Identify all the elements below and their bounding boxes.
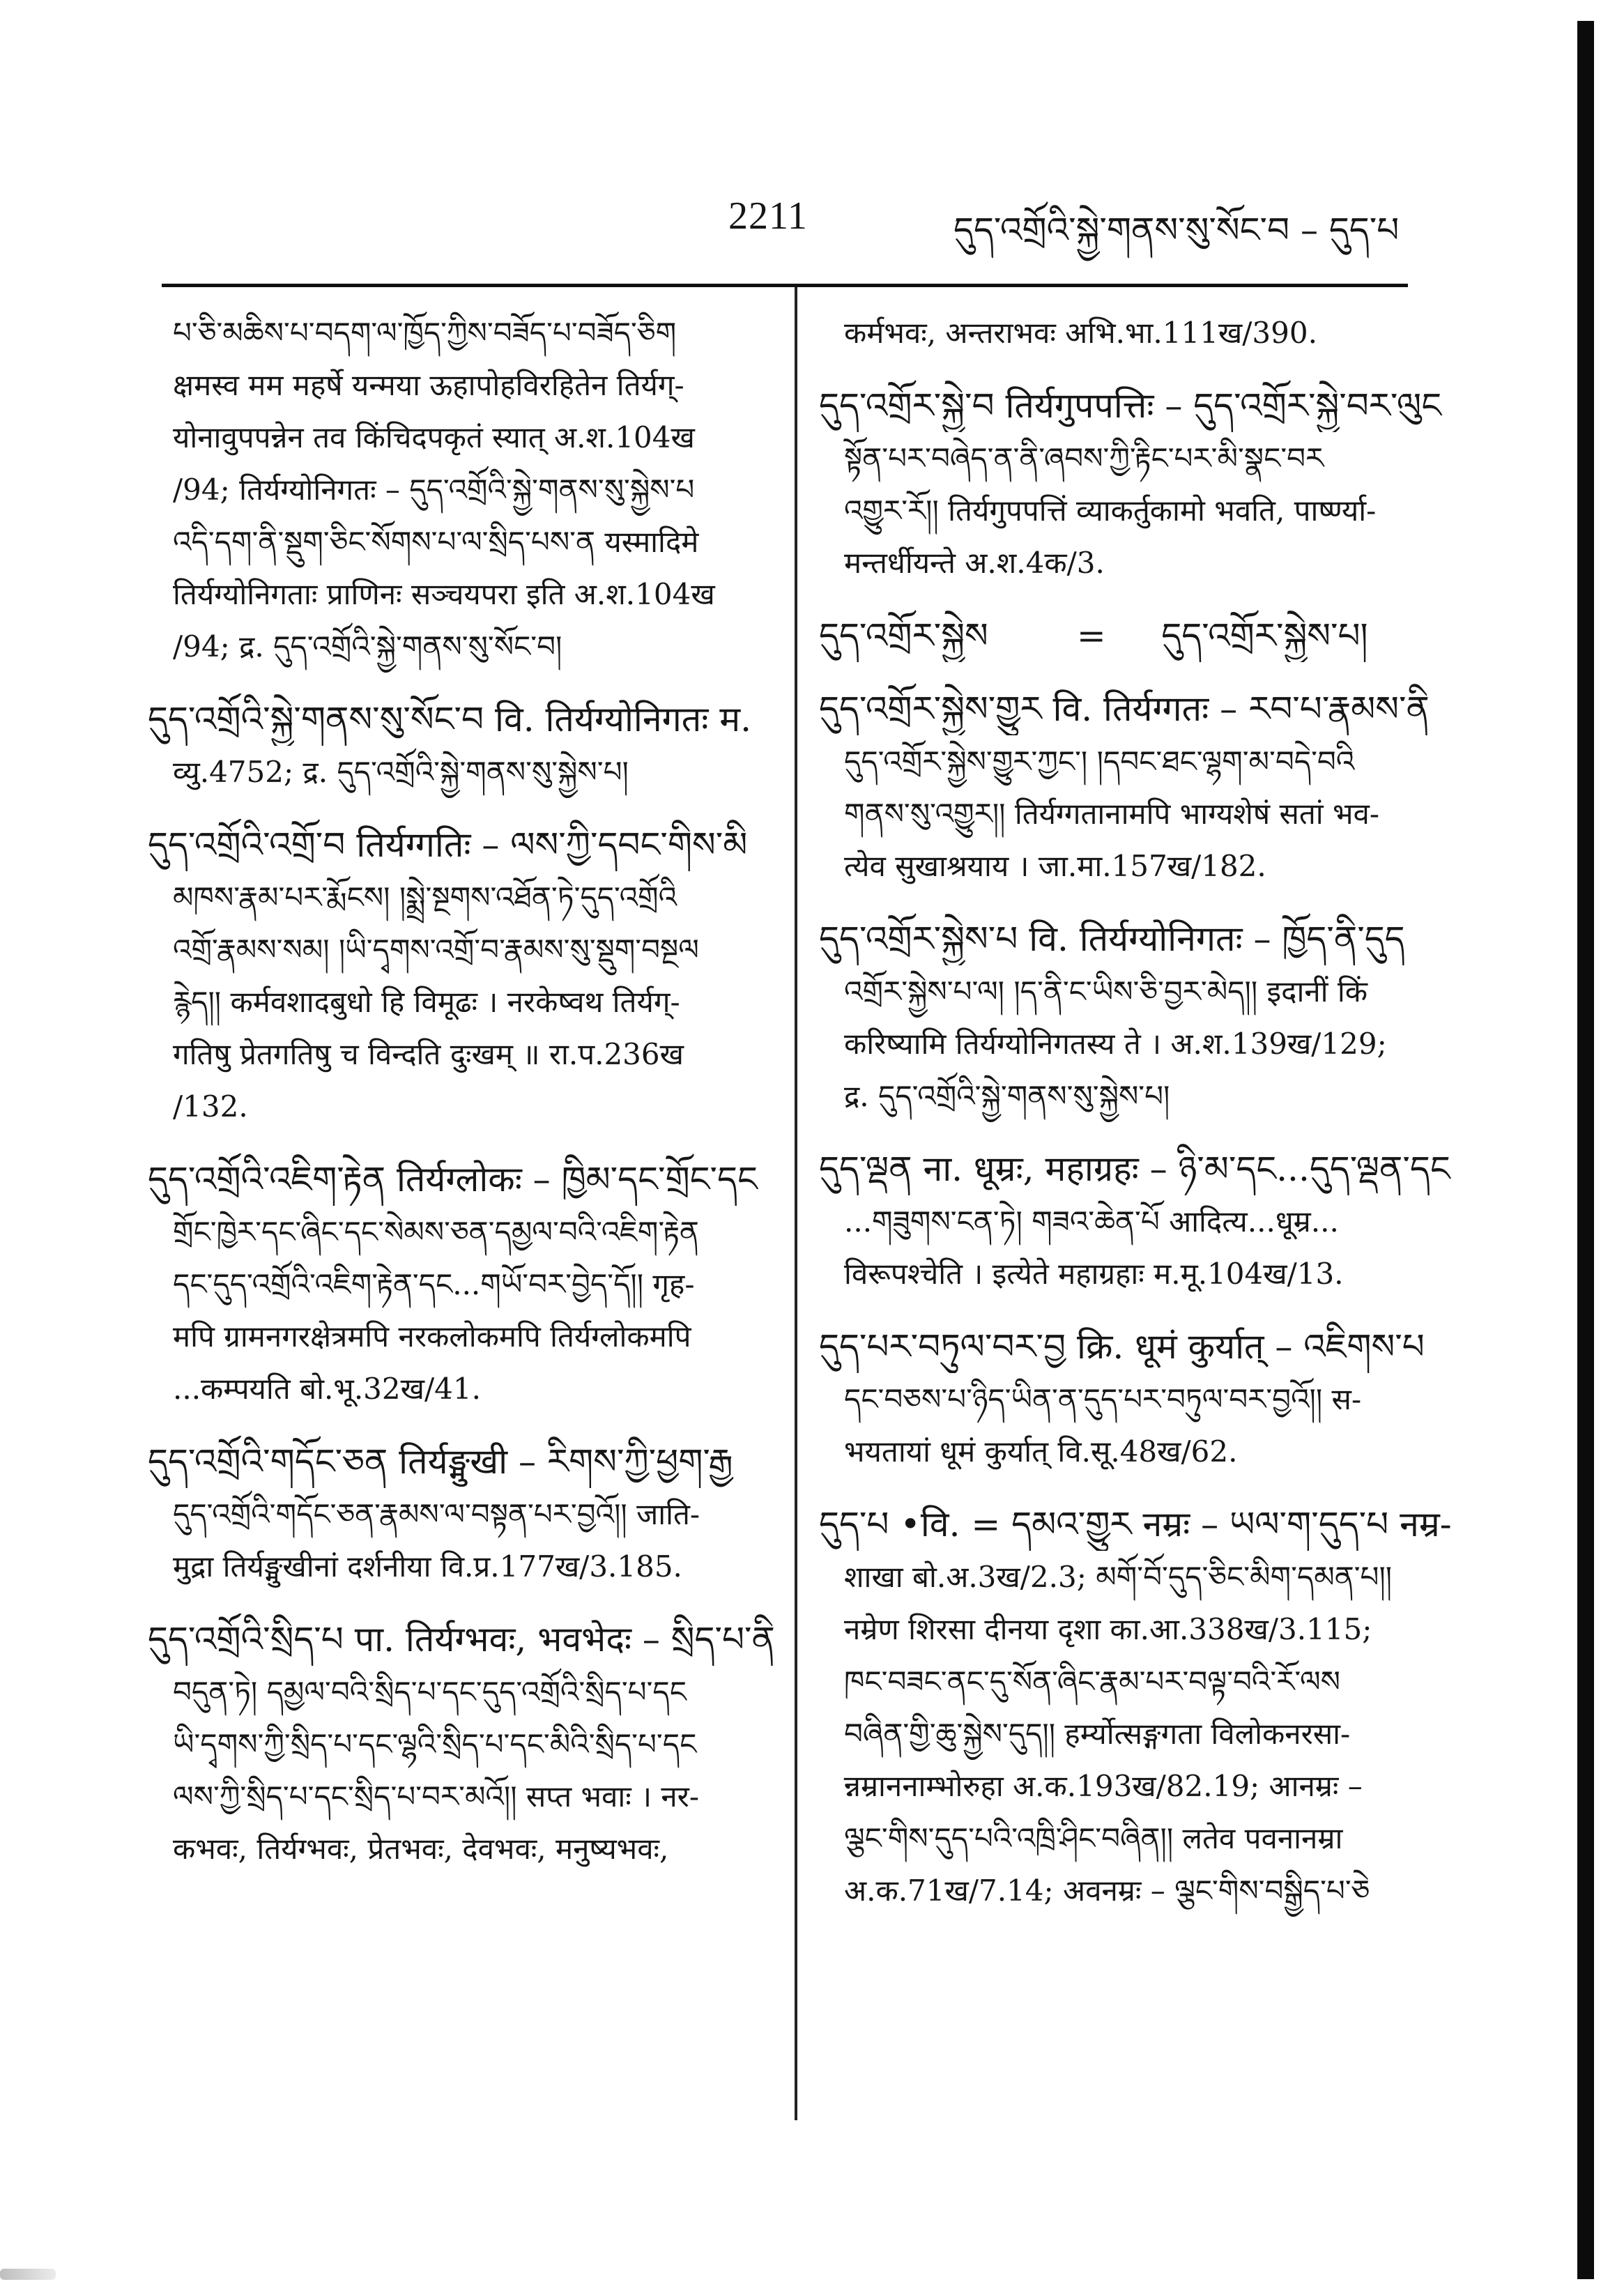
dictionary-entry — [819, 1499, 1523, 1917]
dictionary-entry — [148, 694, 779, 798]
dictionary-entry — [819, 307, 1523, 359]
entry-line: དང་དུད་འགྲོའི་འཇིག་རྟེན་དང...གཡོ་བར་བྱེད་དོ།། गृह- — [173, 1267, 695, 1301]
dictionary-entry — [819, 1321, 1523, 1478]
page-number: 2211 — [728, 194, 808, 238]
scan-smudge — [0, 2269, 56, 2280]
entry-line: नम्रेण शिरसा दीनया दृशा का.आ.338ख/3.115; — [844, 1612, 1372, 1646]
entry-line: /94; तिर्यग्योनिगतः – དུད་འགྲོའི་སྐྱེ་གནས་སུ་སྐྱེས་པ — [173, 473, 695, 507]
entry-line: པ་ཅི་མཆིས་པ་བདག་ལ་ཁྱོད་ཀྱིས་བཟོད་པ་བཟོད་ཅིག — [173, 316, 677, 350]
right-column — [819, 307, 1523, 1938]
entry-line: དུད་འགྲོའི་གདོང་ཅན་རྣམས་ལ་བསྟན་པར་བྱའོ།། जाति- — [173, 1497, 700, 1531]
entry-line: न्नम्राननाम्भोरुहा अ.क.193ख/82.19; आनम्रः – — [844, 1769, 1363, 1803]
entry-line: འགྲོར་སྐྱེས་པ་ལ། །ད་ནི་ང་ཡིས་ཅི་བྱར་མེད།། इदानीं किं — [844, 974, 1368, 1009]
entry-line: द्र. དུད་འགྲོའི་སྐྱེ་གནས་སུ་སྐྱེས་པ། — [844, 1079, 1170, 1113]
right-edge-bar — [1577, 21, 1594, 2279]
header-rule — [162, 284, 1408, 287]
entry-line: योनावुपपन्नेन तव किंचिदपकृतं स्यात् अ.श.104ख — [173, 420, 695, 454]
entry-line: /132. — [173, 1089, 248, 1124]
entry-line: क्षमस्व मम महर्षे यन्मया ऊहापोहविरहितेन तिर्यग्- — [173, 368, 684, 402]
dictionary-entry — [148, 1154, 779, 1415]
entry-line: ལས་ཀྱི་སྲིད་པ་དང་སྲིད་པ་བར་མའོ།། सप्त भवाः । नर- — [173, 1779, 700, 1814]
entry-line: འགྱུར་རོ།། तिर्यगुपपत्तिं व्याकर्तुकामो भवति, पार्ष्ण्या- — [844, 493, 1377, 528]
entry-headline: དུད་འགྲོའི་འཇིག་རྟེན तिर्यग्लोकः – ཁྱིམ་དང་གྲོང་དང — [148, 1159, 758, 1200]
entry-line: བཞིན་གྱི་ཆུ་སྐྱེས་དུད།། हर्म्योत्सङ्गगता विलोकनरसा- — [844, 1717, 1351, 1751]
entry-line: शाखा बो.अ.3ख/2.3; མགོ་བོ་དུད་ཅིང་མིག་དམན་པ།། — [844, 1560, 1393, 1594]
column-divider — [795, 287, 797, 2120]
dictionary-entry — [148, 1614, 779, 1875]
entry-line: कर्मभवः, अन्तराभवः अभि.भा.111ख/390. — [844, 316, 1317, 350]
entry-line: དུད་འགྲོར་སྐྱེས་གྱུར་ཀྱང་། །དབང་ཐང་ལྷག་མ་བདེ་བའི — [844, 744, 1355, 779]
entry-headline: དུད་ལྡན ना. धूम्रः, महाग्रहः – ཉི་མ་དང...དུད་ལྡན་དང — [819, 1149, 1450, 1189]
entry-line: अ.क.71ख/7.14; अवनम्रः – ལྕང་གིས་བསྒྱིད་པ་ཅེ — [844, 1874, 1370, 1908]
dictionary-entry — [819, 913, 1523, 1122]
entry-line: དང་བཅས་པ་ཉིད་ཡིན་ན་དུད་པར་བཏུལ་བར་བྱའོ།། स- — [844, 1382, 1362, 1416]
entry-headline: དུད་འགྲོའི་སྲིད་པ पा. तिर्यग्भवः, भवभेदः – སྲིད་པ་ནི — [148, 1619, 775, 1660]
entry-line: मन्तर्धीयन्ते अ.श.4क/3. — [844, 546, 1105, 580]
entry-line: त्येव सुखाश्रयाय । जा.मा.157ख/182. — [844, 849, 1266, 883]
entry-line: भयतायां धूमं कुर्यात् वि.सू.48ख/62. — [844, 1434, 1238, 1469]
entry-headline: དུད་འགྲོར་སྐྱེས་གྱུར वि. तिर्यग्गतः – རབ་པ་རྣམས་ནི — [819, 689, 1430, 729]
dictionary-entry — [819, 380, 1523, 589]
entry-line: གནས་སུ་འགྱུར།། तिर्यग्गतानामपि भाग्यशेषं सतां भव- — [844, 797, 1380, 831]
entry-headline: དུད་འགྲོའི་སྐྱེ་གནས་སུ་སོང་བ वि. तिर्यग्योनिगतः म. — [148, 699, 752, 740]
dictionary-entry — [148, 819, 779, 1133]
entry-line: व्यु.4752; द्र. དུད་འགྲོའི་སྐྱེ་གནས་སུ་སྐྱེས་པ། — [173, 755, 629, 789]
entry-line: བདུན་ཏེ། དམྱལ་བའི་སྲིད་པ་དང་དུད་འགྲོའི་སྲིད་པ་དང — [173, 1675, 687, 1709]
entry-line: ལྕང་གིས་དུད་པའི་འཁྲི་ཤིང་བཞིན།། लतेव पवनानम्रा — [844, 1821, 1343, 1855]
entry-line: འདི་དག་ནི་སྡུག་ཅིང་སོགས་པ་ལ་སྲིད་པས་ན यस्मादिमे — [173, 525, 699, 559]
dictionary-entry — [148, 1436, 779, 1593]
entry-line: ཁང་བཟང་ནང་དུ་སོན་ཞིང་རྣམ་པར་བལྟ་བའི་རོ་ལས — [844, 1664, 1340, 1699]
entry-line: मपि ग्रामनगरक्षेत्रमपि नरकलोकमपि तिर्यग्लोकमपि — [173, 1319, 691, 1354]
entry-line: ...གཟུགས་ངན་ཏེ། གཟའ་ཆེན་པོ आदित्य...धूम्र... — [844, 1204, 1339, 1239]
entry-line: རྙེད།། कर्मवशादबुधो हि विमूढः । नरकेष्वथ तिर्यग्- — [173, 985, 680, 1019]
entry-line: /94; द्र. དུད་འགྲོའི་སྐྱེ་གནས་སུ་སོང་བ། — [173, 629, 562, 664]
entry-headline: དུད་འགྲོའི་འགྲོ་བ तिर्यग्गतिः – ལས་ཀྱི་དབང་གིས་མི — [148, 825, 748, 865]
dictionary-entry — [819, 610, 1523, 662]
entry-line: འགྲོ་རྣམས་སམ། །ཡི་དྭགས་འགྲོ་བ་རྣམས་སུ་སྡུག་བསྔལ — [173, 933, 699, 967]
dictionary-entry — [148, 307, 779, 673]
entry-headline: དུད་འགྲོར་སྐྱེས་པ वि. तिर्यग्योनिगतः – ཁྱོད་ནི་དུད — [819, 919, 1405, 959]
left-column — [148, 307, 779, 1896]
entry-line: ...कम्पयति बो.भू.32ख/41. — [173, 1372, 481, 1406]
entry-headline: དུད་འགྲོའི་གདོང་ཅན तिर्यङ्मुखी – རིགས་ཀྱི་ཕྱག་རྒྱ — [148, 1441, 733, 1482]
entry-line: མཁས་རྣམ་པར་རྨོངས། །སྨྲེ་སྔགས་འཐོན་ཏེ་དུད་འགྲོའི — [173, 880, 677, 914]
entry-headline: དུད་འགྲོར་སྐྱེས = དུད་འགྲོར་སྐྱེས་པ། — [819, 615, 1368, 656]
entry-line: गतिषु प्रेतगतिषु च विन्दति दुःखम् ॥ रा.प.236ख — [173, 1037, 684, 1071]
entry-line: སྟོན་པར་བཞེད་ན་ནི་ཞབས་ཀྱི་རྟིང་པར་མི་སྣང་བར — [844, 441, 1324, 475]
dictionary-entry — [819, 1143, 1523, 1300]
entry-line: कभवः, तिर्यग्भवः, प्रेतभवः, देवभवः, मनुष्यभवः, — [173, 1832, 669, 1866]
entry-line: मुद्रा तिर्यङ्मुखीनां दर्शनीया वि.प्र.177ख/3.185. — [173, 1549, 682, 1584]
entry-headline: དུད་པར་བཏུལ་བར་བྱ क्रि. धूमं कुर्यात् – འཇིགས་པ — [819, 1326, 1425, 1367]
entry-line: विरूपश्चेति । इत्येते महाग्रहाः म.मू.104ख/13. — [844, 1257, 1344, 1291]
entry-headline: དུད་འགྲོར་སྐྱེ་བ तिर्यगुपपत्तिः – དུད་འགྲོར་སྐྱེ་བར་ལུང — [819, 385, 1442, 426]
entry-line: करिष्यामि तिर्यग्योनिगतस्य ते । अ.श.139ख/129; — [844, 1027, 1387, 1061]
entry-line: གྲོང་ཁྱེར་དང་ཞིང་དང་སེམས་ཅན་དམྱལ་བའི་འཇིག་རྟེན — [173, 1215, 699, 1249]
running-head: དུད་འགྲོའི་སྐྱེ་གནས་སུ་སོང་བ – དུད་པ — [953, 210, 1400, 250]
entry-line: तिर्यग्योनिगताः प्राणिनः सञ्चयपरा इति अ.श.104ख — [173, 577, 715, 611]
entry-headline: དུད་པ •वि. = དམའ་གྱུར नम्रः – ཡལ་ག་དུད་པ नम्र- — [819, 1504, 1452, 1545]
entry-line: ཡི་དྭགས་ཀྱི་སྲིད་པ་དང་ལྷའི་སྲིད་པ་དང་མིའི་སྲིད་པ་དང — [173, 1727, 697, 1761]
dictionary-entry — [819, 683, 1523, 892]
